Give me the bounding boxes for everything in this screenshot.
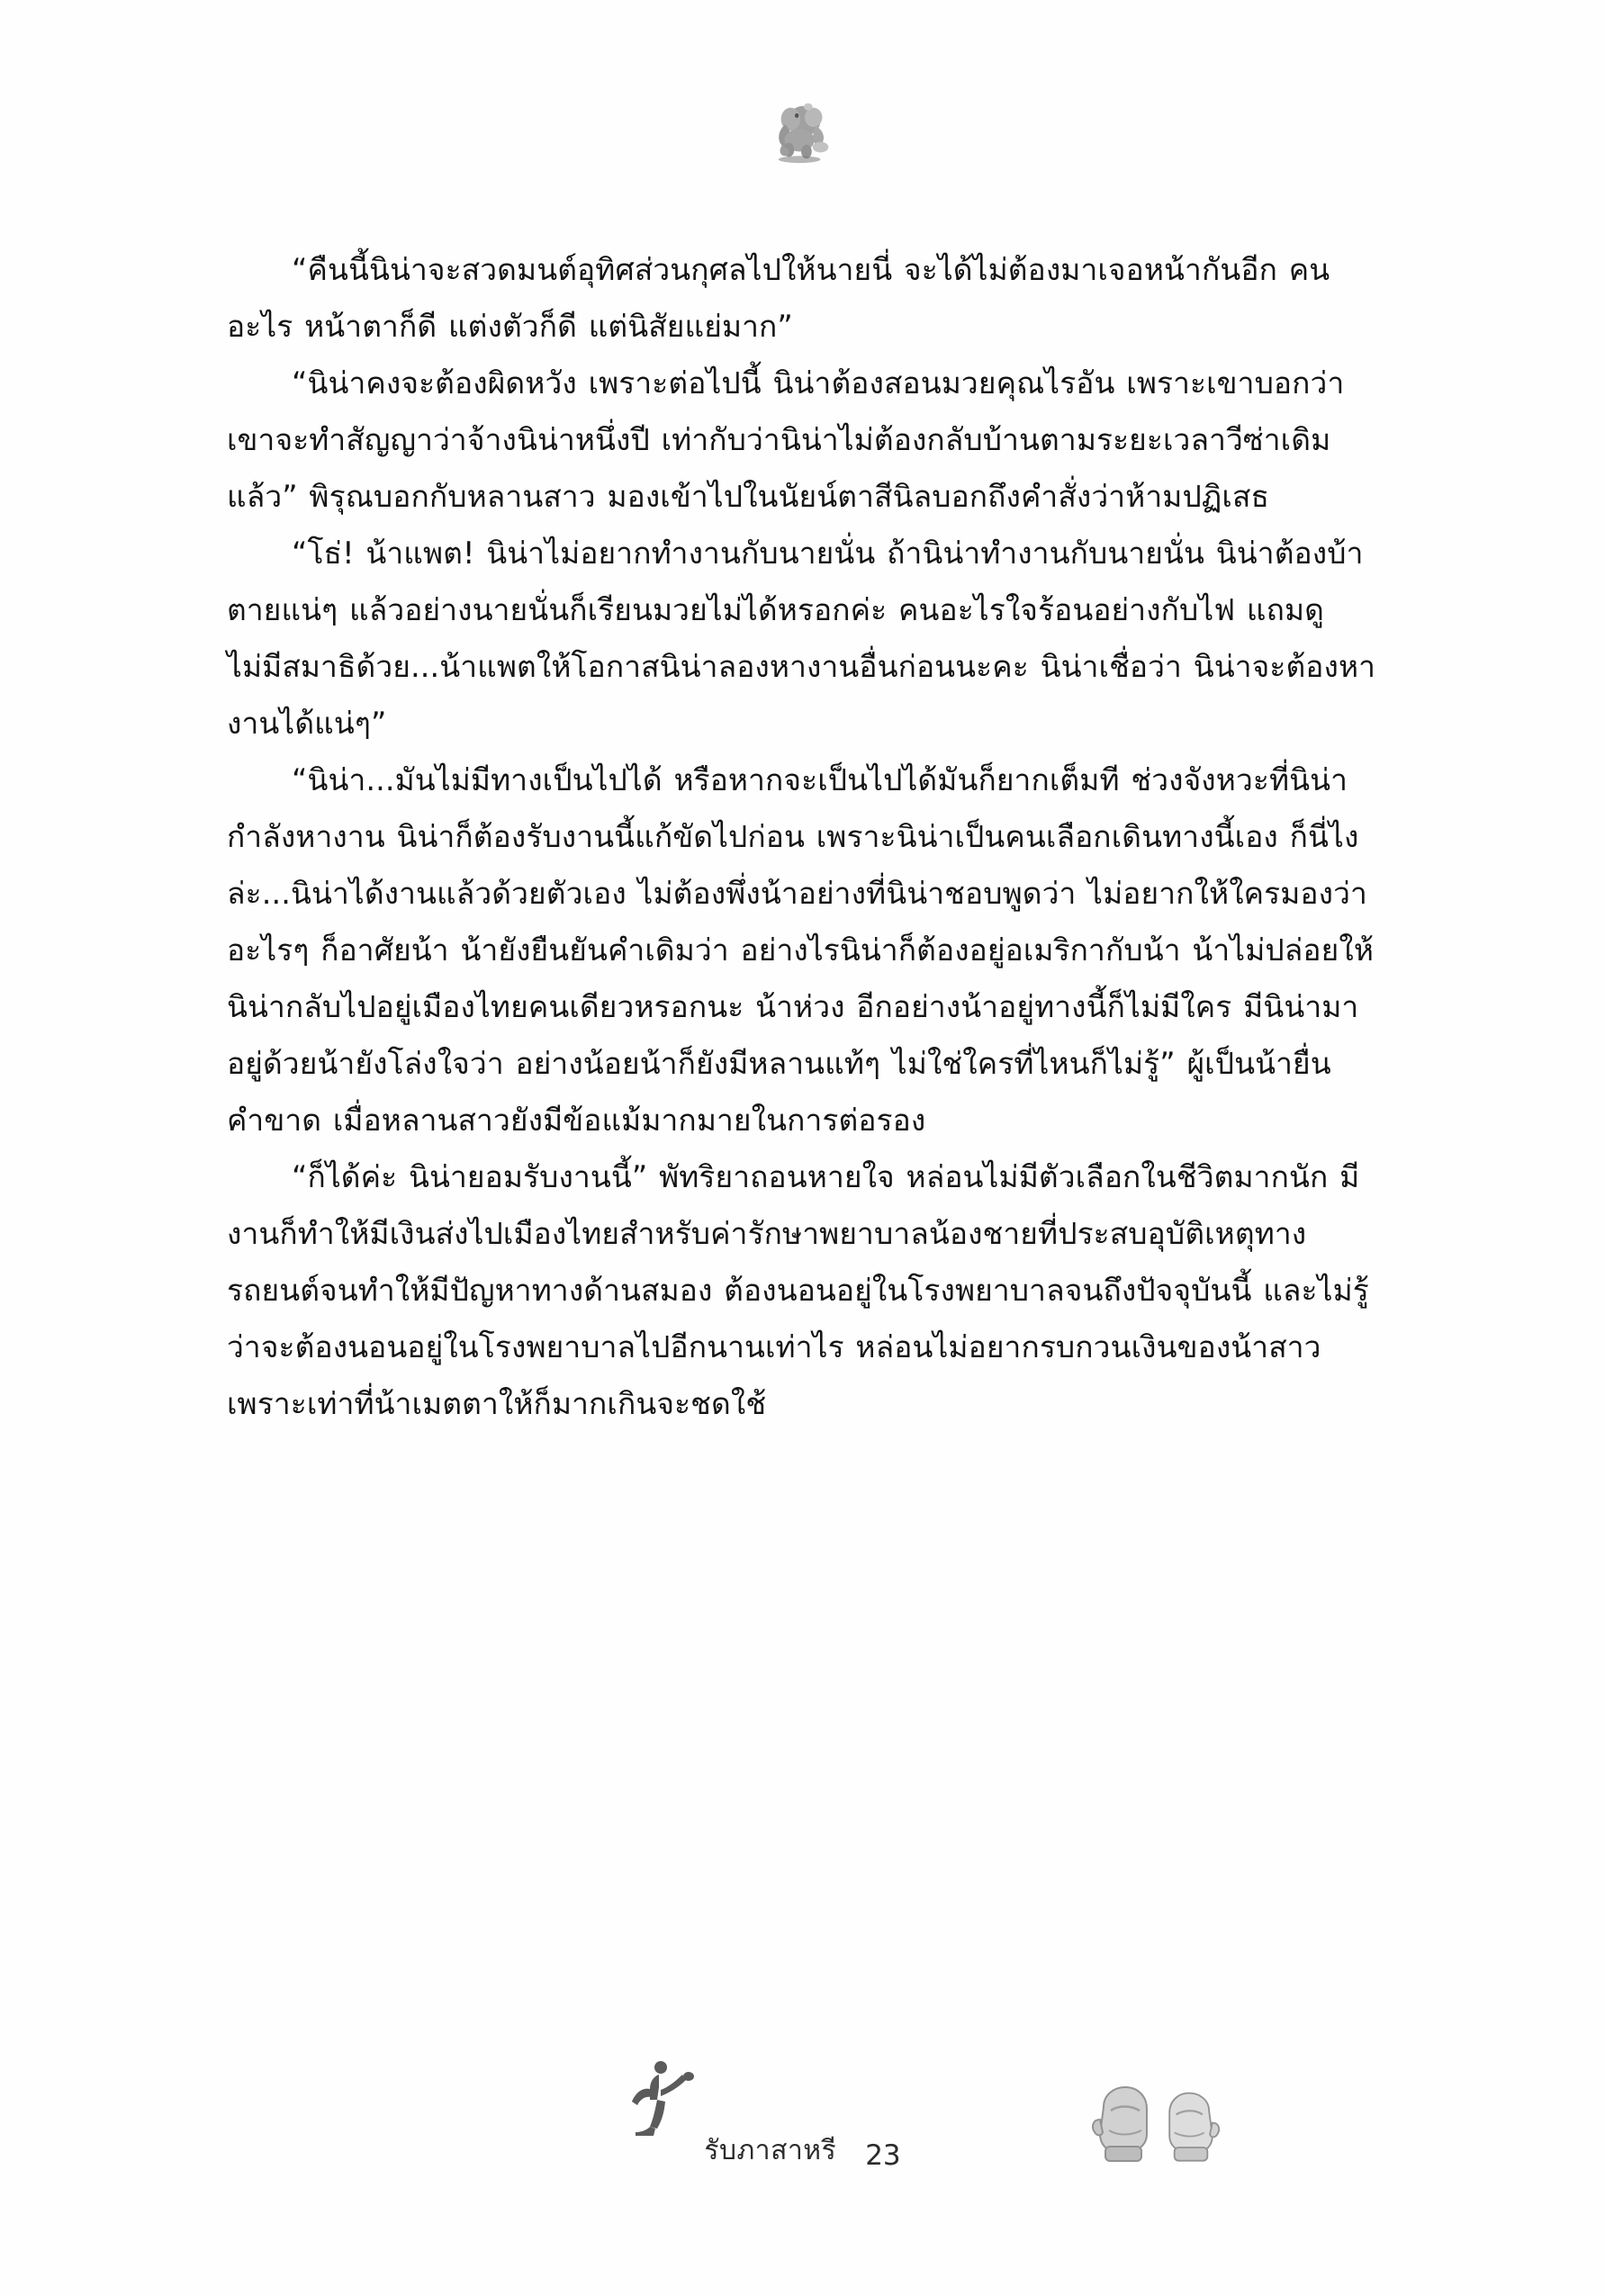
header-ornament [0,95,1605,194]
paragraph: “ก็ได้ค่ะ นิน่ายอมรับงานนี้” พัทริยาถอนหายใจ หล่อนไม่มีตัวเลือกในชีวิตมากนัก มีงานก็ทำให้มีเงินส่งไปเมืองไทยสำหรับค่ารักษาพยาบาลน้องชายที่ประสบอุบัติเหตุทางรถยนต์จนทำให้มีปัญหาทางด้านสมอง ต้องนอนอยู่ในโรงพยาบาลจนถึงปัจจุบันนี้ และไม่รู้ว่าจะต้องนอนอยู่ในโรงพยาบาลไปอีกนานเท่าไร หล่อนไม่อยากรบกวนเงินของน้าสาว เพราะเท่าที่น้าเมตตาให้ก็มากเกินจะชดใช้ [227,1159,1369,1421]
boxing-gloves-icon [1091,2084,1226,2183]
paragraph: “นิน่า...มันไม่มีทางเป็นไปได้ หรือหากจะเป็นไปได้มันก็ยากเต็มที ช่วงจังหวะที่นิน่ากำลังหางาน นิน่าก็ต้องรับงานนี้แก้ขัดไปก่อน เพราะนิน่าเป็นคนเลือกเดินทางนี้เอง ก็นี่ไงล่ะ...นิน่าได้งานแล้วด้วยตัวเอง ไม่ต้องพึ่งน้าอย่างที่นิน่าชอบพูดว่า ไม่อยากให้ใครมองว่าอะไรๆ ก็อาศัยน้า น้ายังยืนยันคำเดิมว่า อย่างไรนิน่าก็ต้องอยู่อเมริกากับน้า น้าไม่ปล่อยให้นิน่ากลับไปอยู่เมืองไทยคนเดียวหรอกนะ น้าห่วง อีกอย่างน้าอยู่ทางนี้ก็ไม่มีใคร มีนิน่ามาอยู่ด้วยน้ายังโล่งใจว่า อย่างน้อยน้าก็ยังมีหลานแท้ๆ ไม่ใช่ใครที่ไหนก็ไม่รู้” ผู้เป็นน้ายื่นคำขาด เมื่อหลานสาวยังมีข้อแม้มากมายในการต่อรอง [227,762,1375,1138]
page-body-text [227,241,1379,1432]
elephant-ornament-icon [768,95,838,167]
muay-thai-kick-silhouette-icon [614,2053,700,2139]
book-title: รับภาสาหรี [704,2135,837,2166]
paragraph: “โธ่! น้าแพต! นิน่าไม่อยากทำงานกับนายนั่น ถ้านิน่าทำงานกับนายนั่น นิน่าต้องบ้าตายแน่ๆ แล้วอย่างนายนั่นก็เรียนมวยไม่ได้หรอกค่ะ คนอะไรใจร้อนอย่างกับไฟ แถมดูไม่มีสมาธิด้วย...น้าแพตให้โอกาสนิน่าลองหางานอื่นก่อนนะคะ นิน่าเชื่อว่า นิน่าจะต้องหางานได้แน่ๆ” [227,536,1376,741]
paragraph: “คืนนี้นิน่าจะสวดมนต์อุทิศส่วนกุศลไปให้นายนี่ จะได้ไม่ต้องมาเจอหน้ากันอีก คนอะไร หน้าตาก็ดี แต่งตัวก็ดี แต่นิสัยแย่มาก” [227,252,1330,344]
page-number: 23 [865,2139,901,2172]
footer-center-block [0,2129,1605,2172]
page-footer [0,2053,1605,2188]
paragraph: “นิน่าคงจะต้องผิดหวัง เพราะต่อไปนี้ นิน่าต้องสอนมวยคุณไรอัน เพราะเขาบอกว่า เขาจะทำสัญญาว่าจ้างนิน่าหนึ่งปี เท่ากับว่านิน่าไม่ต้องกลับบ้านตามระยะเวลาวีซ่าเดิมแล้ว” พิรุณบอกกับหลานสาว มองเข้าไปในนัยน์ตาสีนิลบอกถึงคำสั่งว่าห้ามปฏิเสธ [227,365,1345,514]
